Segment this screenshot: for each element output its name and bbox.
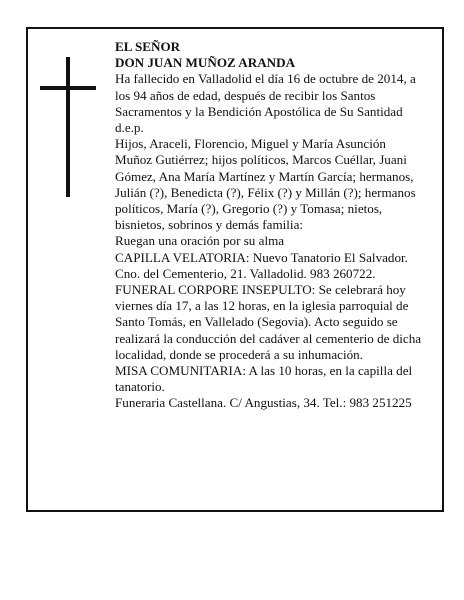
funeral-home-info: Funeraria Castellana. C/ Angustias, 34. Tel.: 983 251225 [115, 395, 412, 411]
cross-icon-bar [40, 86, 96, 90]
deceased-title: EL SEÑOR [115, 39, 181, 54]
deceased-name: DON JUAN MUÑOZ ARANDA [115, 55, 296, 71]
cross-icon [66, 57, 70, 197]
prayer-request: Ruegan una oración por su alma [115, 233, 285, 249]
dep-line: d.e.p. [115, 120, 144, 136]
obituary-text [115, 39, 423, 412]
mass-info: MISA COMUNITARIA: A las 10 horas, en la capilla del tanatorio. [115, 363, 413, 395]
family-list: Hijos, Araceli, Florencio, Miguel y María Asunción Muñoz Gutiérrez; hijos políticos, Marcos Cuéllar, Juani Gómez, Ana María Martínez y Martín García; hermanos, Julián (?), Benedicta (?), Félix (?) y Millán (?); hermanos políticos, María (?), Gregorio (?) y Tomasa; nietos, bisnietos, sobrinos y demás familia: [115, 136, 416, 233]
chapel-info: CAPILLA VELATORIA: Nuevo Tanatorio El Salvador. Cno. del Cementerio, 21. Valladolid. 983 260722. [115, 249, 408, 281]
death-announcement: Ha fallecido en Valladolid el día 16 de octubre de 2014, a los 94 años de edad, después de recibir los Santos Sacramentos y la Bendición Apostólica de Su Santidad [115, 71, 416, 119]
funeral-info: FUNERAL CORPORE INSEPULTO: Se celebrará hoy viernes día 17, a las 12 horas, en la iglesia parroquial de Santo Tomás, en Vallelado (Segovia). Acto seguido se realizará la conducción del cadáver al cementerio de dicha localidad, donde se procederá a su inhumación. [115, 282, 422, 362]
